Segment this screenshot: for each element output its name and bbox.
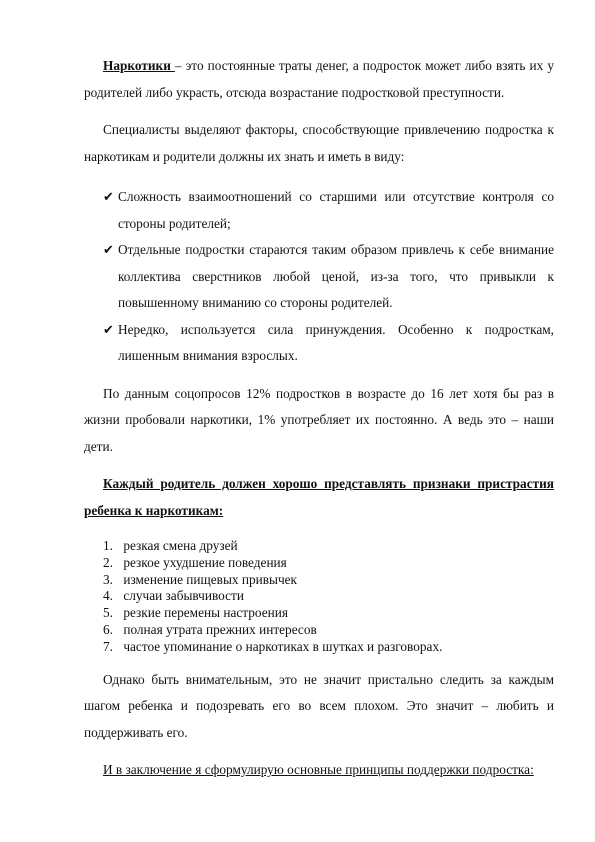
list-item-text: полная утрата прежних интересов [123, 621, 317, 637]
list-item-text: резкое ухудшение поведения [123, 554, 287, 570]
checklist-item [84, 184, 554, 237]
list-item-text: резкая смена друзей [123, 538, 238, 553]
list-number: 7. [103, 638, 113, 654]
list-item [84, 622, 554, 639]
checklist-item-text: Отдельные подростки стараются таким образом привлечь к себе внимание коллектива сверстников любой ценой, из-за того, что привыкли к повышенному вниманию со стороны родителей. [118, 242, 554, 310]
paragraph-statistics: По данным соцопросов 12% подростков в возрасте до 16 лет хотя бы раз в жизни пробовали наркотики, 1% употребляет их постоянно. А ведь это – наши дети. [84, 385, 554, 454]
checklist-item-text: Нередко, используется сила принуждения. Особенно к подросткам, лишенным внимания взрослых. [118, 321, 554, 363]
checkmark-icon: ✔ [103, 242, 114, 257]
list-number: 2. [103, 554, 113, 570]
document-body [84, 53, 554, 784]
list-item-text: случаи забывчивости [123, 588, 244, 604]
heading-signs: Каждый родитель должен хорошо представлять признаки пристрастия ребенка к наркотикам: [84, 476, 554, 518]
list-item-text: частое упоминание о наркотиках в шутках и разговорах. [123, 638, 443, 654]
paragraph-attention: Однако быть внимательным, это не значит пристально следить за каждым шагом ребенка и подозревать его во всем плохом. Это значит – любить и поддерживать его. [84, 671, 554, 740]
heading-principles: И в заключение я сформулирую основные принципы поддержки подростка: [103, 762, 534, 778]
list-item [84, 555, 554, 572]
list-item [84, 538, 554, 555]
factors-checklist [84, 184, 554, 370]
list-number: 6. [103, 621, 113, 637]
signs-list [84, 538, 554, 656]
checklist-item-text: Сложность взаимоотношений со старшими или отсутствие контроля со стороны родителей; [118, 189, 554, 231]
list-number: 5. [103, 605, 113, 621]
checkmark-icon: ✔ [103, 189, 114, 204]
list-number: 1. [103, 538, 113, 553]
term-narcotics: Наркотики [103, 58, 175, 73]
list-item-text: изменение пищевых привычек [123, 571, 297, 587]
paragraph-narcotics-text: – это постоянные траты денег, а подросток может либо взять их у родителей либо украсть, отсюда возрастание подростковой преступности. [84, 58, 554, 100]
list-number: 4. [103, 588, 113, 604]
list-item [84, 588, 554, 605]
checklist-item [84, 317, 554, 370]
list-number: 3. [103, 571, 113, 587]
checklist-item [84, 237, 554, 317]
list-item [84, 572, 554, 589]
paragraph-factors-intro: Специалисты выделяют факторы, способствующие привлечению подростка к наркотикам и родители должны их знать и иметь в виду: [84, 122, 554, 164]
checkmark-icon: ✔ [103, 321, 114, 337]
list-item [84, 639, 554, 656]
list-item-text: резкие перемены настроения [123, 605, 288, 621]
paragraph-narcotics [84, 53, 554, 106]
list-item [84, 605, 554, 622]
